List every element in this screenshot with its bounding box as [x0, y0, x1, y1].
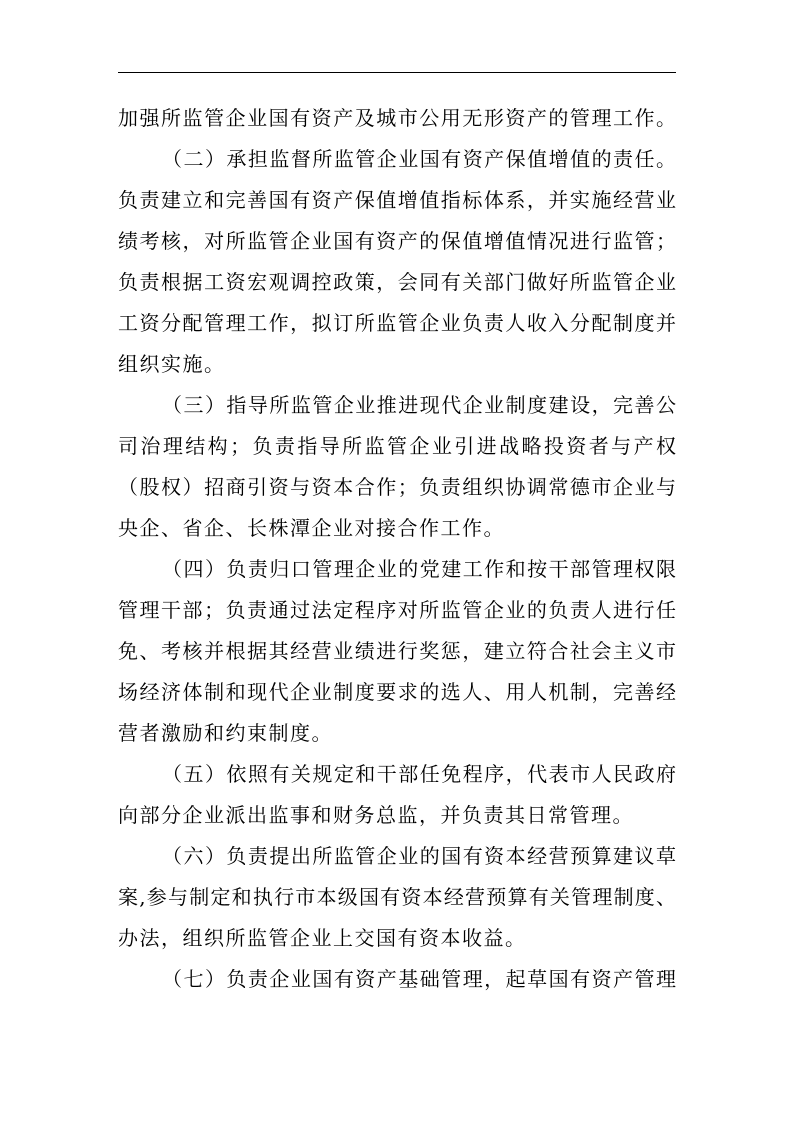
text-line-17	[118, 754, 676, 795]
text-line-5-text: 负责根据工资宏观调控政策，会同有关部门做好所监管企业	[118, 270, 676, 294]
text-line-2	[118, 139, 676, 180]
text-line-21-text: 办法，组织所监管企业上交国有资本收益。	[118, 926, 527, 950]
text-line-15-text: 场经济体制和现代企业制度要求的选人、用人机制，完善经	[118, 680, 676, 704]
document-body	[118, 98, 676, 1000]
text-line-15	[118, 672, 676, 713]
text-line-1-text: 加强所监管企业国有资产及城市公用无形资产的管理工作。	[118, 106, 676, 130]
text-line-14	[118, 631, 676, 672]
text-line-12	[118, 549, 676, 590]
text-line-11	[118, 508, 676, 549]
text-line-4-text: 绩考核，对所监管企业国有资产的保值增值情况进行监管；	[118, 229, 676, 253]
text-line-20	[118, 877, 676, 918]
text-line-19	[118, 836, 676, 877]
text-line-9-text: 司治理结构；负责指导所监管企业引进战略投资者与产权	[118, 434, 676, 458]
text-line-20-text: 案,参与制定和执行市本级国有资本经营预算有关管理制度、	[118, 885, 676, 909]
text-line-3	[118, 180, 676, 221]
text-line-17-text: （五）依照有关规定和干部任免程序，代表市人民政府	[162, 762, 676, 786]
text-line-13	[118, 590, 676, 631]
text-line-21	[118, 918, 676, 959]
text-line-11-text: 央企、省企、长株潭企业对接合作工作。	[118, 516, 505, 540]
text-line-6	[118, 303, 676, 344]
text-line-22	[118, 959, 676, 1000]
text-line-8-text: （三）指导所监管企业推进现代企业制度建设，完善公	[162, 393, 676, 417]
text-line-13-text: 管理干部；负责通过法定程序对所监管企业的负责人进行任	[118, 598, 676, 622]
header-rule	[118, 72, 676, 73]
text-line-8	[118, 385, 676, 426]
text-line-9	[118, 426, 676, 467]
text-line-18-text: 向部分企业派出监事和财务总监，并负责其日常管理。	[118, 803, 634, 827]
text-line-10-text: （股权）招商引资与资本合作；负责组织协调常德市企业与	[118, 475, 676, 499]
text-line-16-text: 营者激励和约束制度。	[118, 721, 333, 745]
text-line-2-text: （二）承担监督所监管企业国有资产保值增值的责任。	[162, 147, 676, 171]
text-line-16	[118, 713, 676, 754]
text-line-7	[118, 344, 676, 385]
text-line-19-text: （六）负责提出所监管企业的国有资本经营预算建议草	[162, 844, 676, 868]
text-line-7-text: 组织实施。	[118, 352, 226, 376]
text-line-18	[118, 795, 676, 836]
text-line-1	[118, 98, 676, 139]
text-line-5	[118, 262, 676, 303]
text-line-3-text: 负责建立和完善国有资产保值增值指标体系，并实施经营业	[118, 188, 676, 212]
text-line-12-text: （四）负责归口管理企业的党建工作和按干部管理权限	[162, 557, 676, 581]
text-line-6-text: 工资分配管理工作，拟订所监管企业负责人收入分配制度并	[118, 311, 676, 335]
text-line-22-text: （七）负责企业国有资产基础管理，起草国有资产管理	[162, 967, 676, 991]
text-line-10	[118, 467, 676, 508]
text-line-4	[118, 221, 676, 262]
text-line-14-text: 免、考核并根据其经营业绩进行奖惩，建立符合社会主义市	[118, 639, 676, 663]
